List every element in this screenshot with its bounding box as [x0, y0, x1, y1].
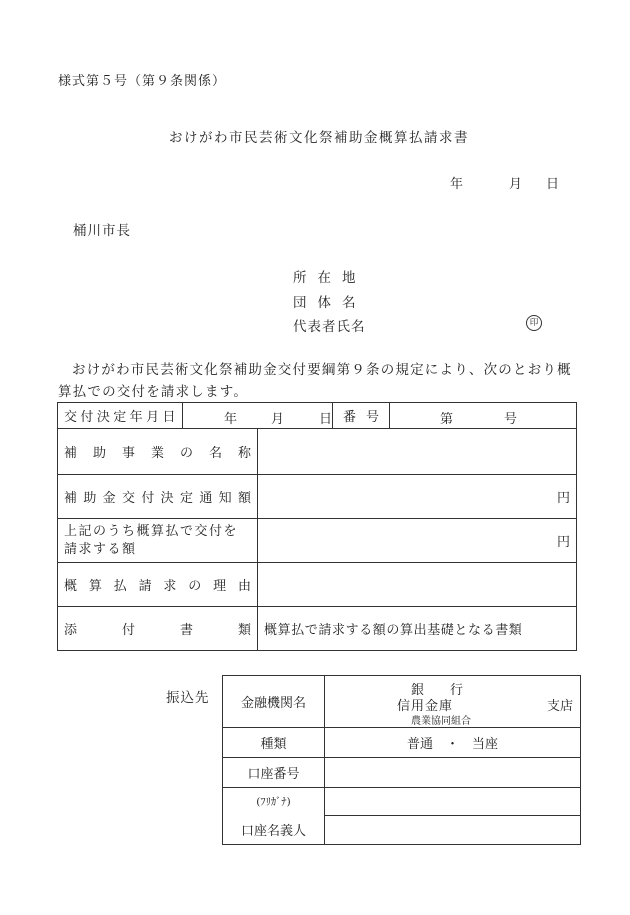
institution-label: 金融機関名	[223, 676, 325, 728]
transfer-destination-label: 振込先	[166, 690, 210, 706]
account-holder-label: 口座名義人	[223, 816, 325, 845]
account-number-label: 口座番号	[223, 758, 325, 788]
number-suffix: 号	[504, 412, 518, 427]
decision-amount-field[interactable]	[258, 475, 577, 519]
number-field[interactable]	[390, 403, 577, 429]
institution-field[interactable]	[325, 676, 581, 728]
nokyo-option: 農業協同組合	[411, 716, 471, 727]
decision-date-field[interactable]	[183, 403, 333, 429]
bank-account-table	[222, 675, 581, 845]
decision-date-label: 交付決定年月日	[58, 403, 183, 429]
date-month-label: 月	[509, 177, 523, 192]
project-name-label: 補助事業の名称	[58, 429, 258, 475]
decision-year-label: 年	[224, 412, 238, 427]
request-table	[57, 402, 577, 651]
decision-amount-label: 補助金交付決定通知額	[58, 475, 258, 519]
account-type-options[interactable]: 普通 ・ 当座	[325, 728, 581, 758]
attachments-label: 添付書類	[58, 607, 258, 651]
applicant-address-label: 所在地	[293, 270, 367, 286]
project-name-field[interactable]	[258, 429, 577, 475]
reason-field[interactable]	[258, 563, 577, 607]
date-year-label: 年	[450, 177, 464, 192]
applicant-representative-label: 代表者氏名	[293, 319, 366, 335]
date-day-label: 日	[546, 177, 560, 192]
addressee: 桶川市長	[73, 223, 131, 239]
decision-day-label: 日	[319, 412, 333, 427]
account-holder-field[interactable]	[325, 816, 581, 845]
branch-label: 支店	[547, 699, 574, 714]
number-label: 番 号	[333, 403, 390, 429]
bank-option: 銀 行	[411, 683, 464, 698]
reason-label: 概算払請求の理由	[58, 563, 258, 607]
shinkin-option: 信用金庫	[397, 699, 454, 714]
document-title: おけがわ市民芸術文化祭補助金概算払請求書	[169, 130, 469, 146]
decision-month-label: 月	[271, 412, 285, 427]
yen-unit: 円	[556, 491, 570, 506]
account-type-label: 種類	[223, 728, 325, 758]
form-number: 様式第５号（第９条関係）	[58, 74, 227, 89]
seal-mark: 印	[526, 315, 542, 331]
number-prefix: 第	[440, 412, 454, 427]
furigana-field[interactable]	[325, 788, 581, 816]
furigana-label: (ﾌﾘｶﾞﾅ)	[223, 788, 325, 816]
account-number-field[interactable]	[325, 758, 581, 788]
yen-unit: 円	[556, 535, 570, 550]
request-statement: おけがわ市民芸術文化祭補助金交付要綱第９条の規定により、次のとおり概算払での交付を請求します。	[58, 362, 572, 400]
advance-amount-label: 上記のうち概算払で交付を請求する額	[58, 519, 258, 563]
applicant-org-label: 団体名	[293, 295, 367, 311]
advance-amount-field[interactable]	[258, 519, 577, 563]
attachments-value: 概算払で請求する額の算出基礎となる書類	[258, 607, 577, 651]
